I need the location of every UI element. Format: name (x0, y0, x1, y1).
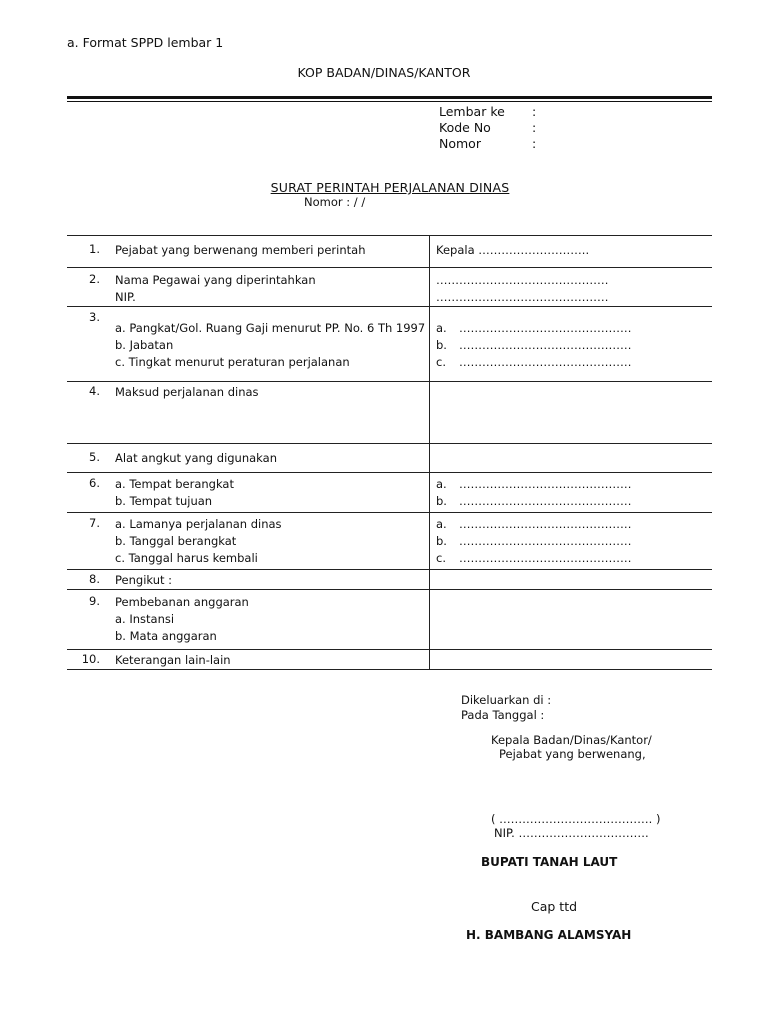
value-marker: a. (436, 477, 447, 491)
value-line (436, 310, 712, 320)
value-line (436, 516, 712, 533)
row-description (108, 382, 430, 444)
value-text: ……………………………………… (459, 477, 632, 491)
row-number: 6. (67, 473, 108, 513)
description-line: Alat angkut yang digunakan (115, 451, 277, 465)
row-number: 10. (67, 650, 108, 670)
signer-name-placeholder: ( …………………………………. ) (491, 812, 661, 826)
form-row (67, 444, 712, 473)
value-text: ……………………………………… (436, 273, 609, 287)
letterhead-rule-thick (67, 96, 712, 99)
description-line: Pengikut : (115, 573, 173, 587)
document-number: Nomor : / / (304, 195, 366, 209)
description-line: Maksud perjalanan dinas (115, 385, 259, 399)
row-value (430, 473, 713, 513)
value-text: ……………………………………… (459, 494, 632, 508)
meta-sep: : (532, 120, 537, 135)
value-text: ……………………………………… (459, 355, 632, 369)
description-line: b. Jabatan (115, 338, 174, 352)
form-row (67, 650, 712, 670)
issued-at: Dikeluarkan di : (461, 693, 552, 707)
official-title-line1: Kepala Badan/Dinas/Kantor/ (491, 733, 652, 747)
row-value (430, 268, 713, 307)
form-row (67, 236, 712, 268)
value-marker: b. (436, 494, 447, 508)
value-marker: c. (436, 355, 446, 369)
value-text: ……………………………………… (459, 534, 632, 548)
row-number: 1. (67, 236, 108, 268)
row-number: 2. (67, 268, 108, 307)
row-description (108, 236, 430, 268)
signer-name: H. BAMBANG ALAMSYAH (466, 928, 632, 942)
value-text: ……………………………………… (459, 517, 632, 531)
value-line (436, 354, 712, 371)
description-line: NIP. (115, 290, 136, 304)
value-line (436, 242, 712, 259)
format-label: a. Format SPPD lembar 1 (67, 35, 224, 50)
row-value (430, 236, 713, 268)
row-number: 9. (67, 590, 108, 650)
description-line: b. Tanggal berangkat (115, 534, 237, 548)
row-description (108, 590, 430, 650)
form-row (67, 513, 712, 570)
letterhead-rule-thin (67, 101, 712, 102)
sppd-form-table (67, 235, 712, 670)
meta-label: Lembar ke (439, 104, 505, 119)
description-line: c. Tingkat menurut peraturan perjalanan (115, 355, 350, 369)
row-value (430, 570, 713, 590)
value-line (436, 533, 712, 550)
row-value (430, 307, 713, 382)
row-description (108, 444, 430, 473)
value-line (436, 550, 712, 567)
official-title-line2: Pejabat yang berwenang, (499, 747, 646, 761)
document-title: SURAT PERINTAH PERJALANAN DINAS (270, 180, 510, 195)
description-line: b. Mata anggaran (115, 629, 217, 643)
value-text: ……………………………………… (459, 321, 632, 335)
value-text: ……………………………………… (459, 338, 632, 352)
value-line (436, 272, 712, 289)
form-row (67, 570, 712, 590)
form-row (67, 382, 712, 444)
value-marker: a. (436, 517, 447, 531)
stamp-note: Cap ttd (531, 899, 578, 914)
description-line: Keterangan lain-lain (115, 653, 231, 667)
value-text: ……………………………………… (459, 551, 632, 565)
form-row (67, 268, 712, 307)
value-text: Kepala ……………………….. (436, 243, 590, 257)
value-line (436, 337, 712, 354)
value-marker: b. (436, 338, 447, 352)
description-line: a. Lamanya perjalanan dinas (115, 517, 282, 531)
description-line: b. Tempat tujuan (115, 494, 213, 508)
issued-date: Pada Tanggal : (461, 708, 545, 722)
value-marker: a. (436, 321, 447, 335)
value-line (436, 289, 712, 306)
form-row (67, 307, 712, 382)
row-number: 8. (67, 570, 108, 590)
description-line: c. Tanggal harus kembali (115, 551, 258, 565)
row-number: 4. (67, 382, 108, 444)
row-description (108, 473, 430, 513)
value-line (436, 476, 712, 493)
row-description (108, 650, 430, 670)
row-description (108, 268, 430, 307)
description-line: Pembebanan anggaran (115, 595, 249, 609)
form-row (67, 473, 712, 513)
meta-label: Kode No (439, 120, 491, 135)
value-marker: c. (436, 551, 446, 565)
row-description (108, 570, 430, 590)
value-marker: b. (436, 534, 447, 548)
row-description (108, 307, 430, 382)
description-line: a. Tempat berangkat (115, 477, 234, 491)
row-description (108, 513, 430, 570)
bupati-title: BUPATI TANAH LAUT (481, 855, 618, 869)
description-line: a. Instansi (115, 612, 175, 626)
value-line (436, 493, 712, 510)
description-line (115, 310, 429, 320)
letterhead-title: KOP BADAN/DINAS/KANTOR (297, 65, 471, 80)
row-value (430, 513, 713, 570)
description-line: a. Pangkat/Gol. Ruang Gaji menurut PP. No. 6 Th 1997 (115, 321, 426, 335)
value-line (436, 320, 712, 337)
value-text: ……………………………………… (436, 290, 609, 304)
meta-kode (439, 120, 536, 135)
meta-sep: : (532, 104, 537, 119)
row-value (430, 444, 713, 473)
row-number: 7. (67, 513, 108, 570)
row-number: 5. (67, 444, 108, 473)
description-line: Nama Pegawai yang diperintahkan (115, 273, 316, 287)
meta-sep: : (532, 136, 537, 151)
meta-lembar (439, 104, 536, 119)
description-line: Pejabat yang berwenang memberi perintah (115, 243, 366, 257)
signer-nip: NIP. ……………………………. (494, 826, 649, 840)
row-value (430, 382, 713, 444)
meta-label: Nomor (439, 136, 481, 151)
row-value (430, 590, 713, 650)
row-value (430, 650, 713, 670)
form-row (67, 590, 712, 650)
row-number: 3. (67, 307, 108, 382)
meta-nomor (439, 136, 536, 151)
